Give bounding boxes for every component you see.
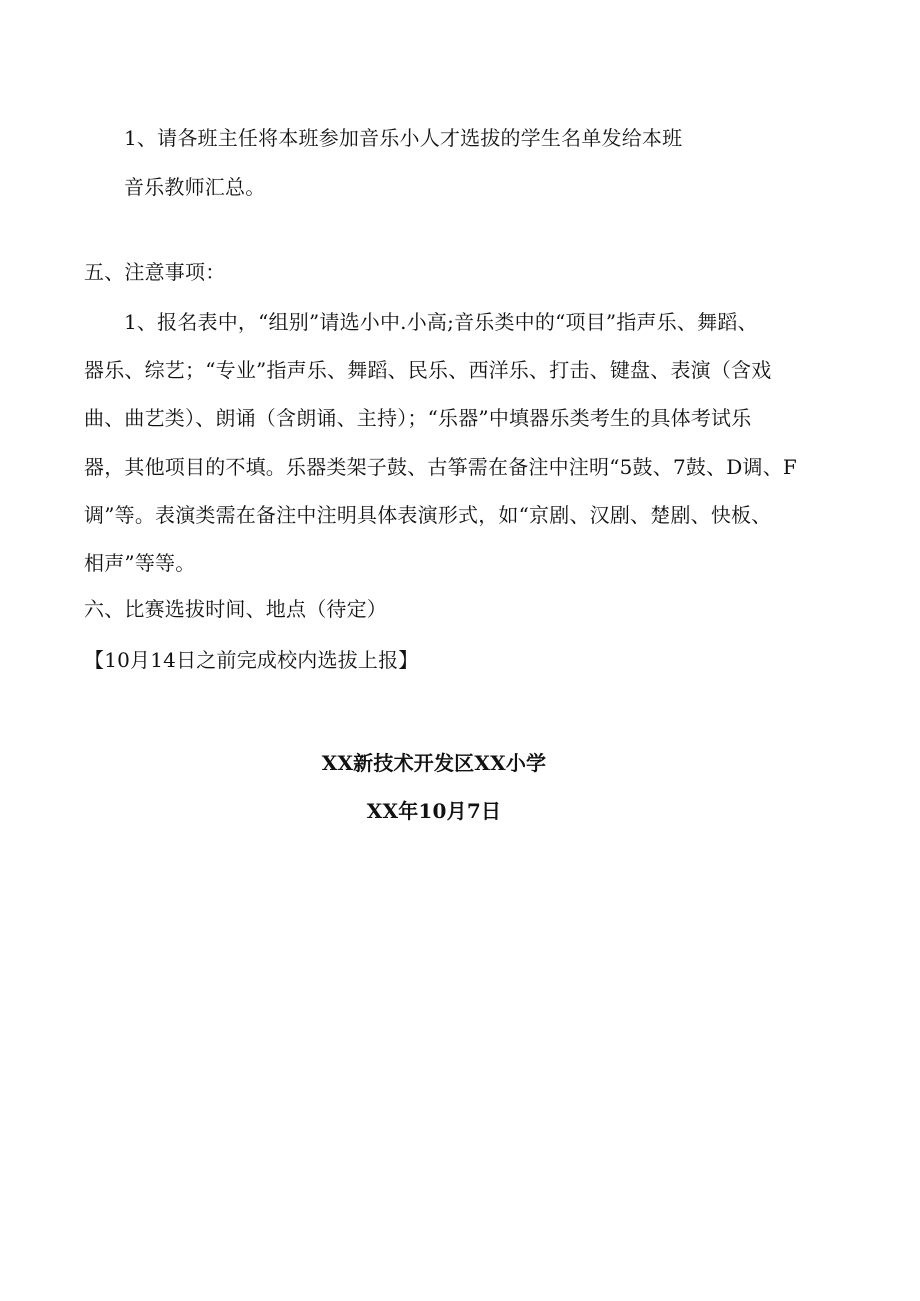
section4-item1-line1: 1、请各班主任将本班参加音乐小人才选拔的学生名单发给本班	[124, 126, 683, 150]
section4-item1-line2: 音乐教师汇总。	[124, 175, 266, 199]
section5-item1-line2: 器乐、综艺；“专业”指声乐、舞蹈、民乐、西洋乐、打击、键盘、表演（含戏	[84, 358, 772, 382]
section6-heading: 六、比赛选拔时间、地点（待定）	[84, 597, 387, 621]
signature-date: XX年10月7日	[366, 799, 502, 823]
section6-note: 【10月14日之前完成校内选拔上报】	[84, 648, 419, 672]
section5-item1-line4: 器，其他项目的不填。乐器类架子鼓、古筝需在备注中注明“5鼓、7鼓、D调、F	[84, 455, 797, 479]
section5-item1-line3: 曲、曲艺类）、朗诵（含朗诵、主持）；“乐器”中填器乐类考生的具体考试乐	[84, 406, 752, 430]
section5-item1-line6: 相声”等等。	[84, 551, 196, 575]
section5-item1-line1: 1、报名表中，“组别”请选小中.小高;音乐类中的“项目”指声乐、舞蹈、	[124, 310, 758, 334]
section5-item1-line5: 调”等。表演类需在备注中注明具体表演形式，如“京剧、汉剧、楚剧、快板、	[84, 503, 772, 527]
signature-school: XX新技术开发区XX小学	[321, 751, 547, 775]
section5-heading: 五、注意事项：	[84, 260, 226, 284]
